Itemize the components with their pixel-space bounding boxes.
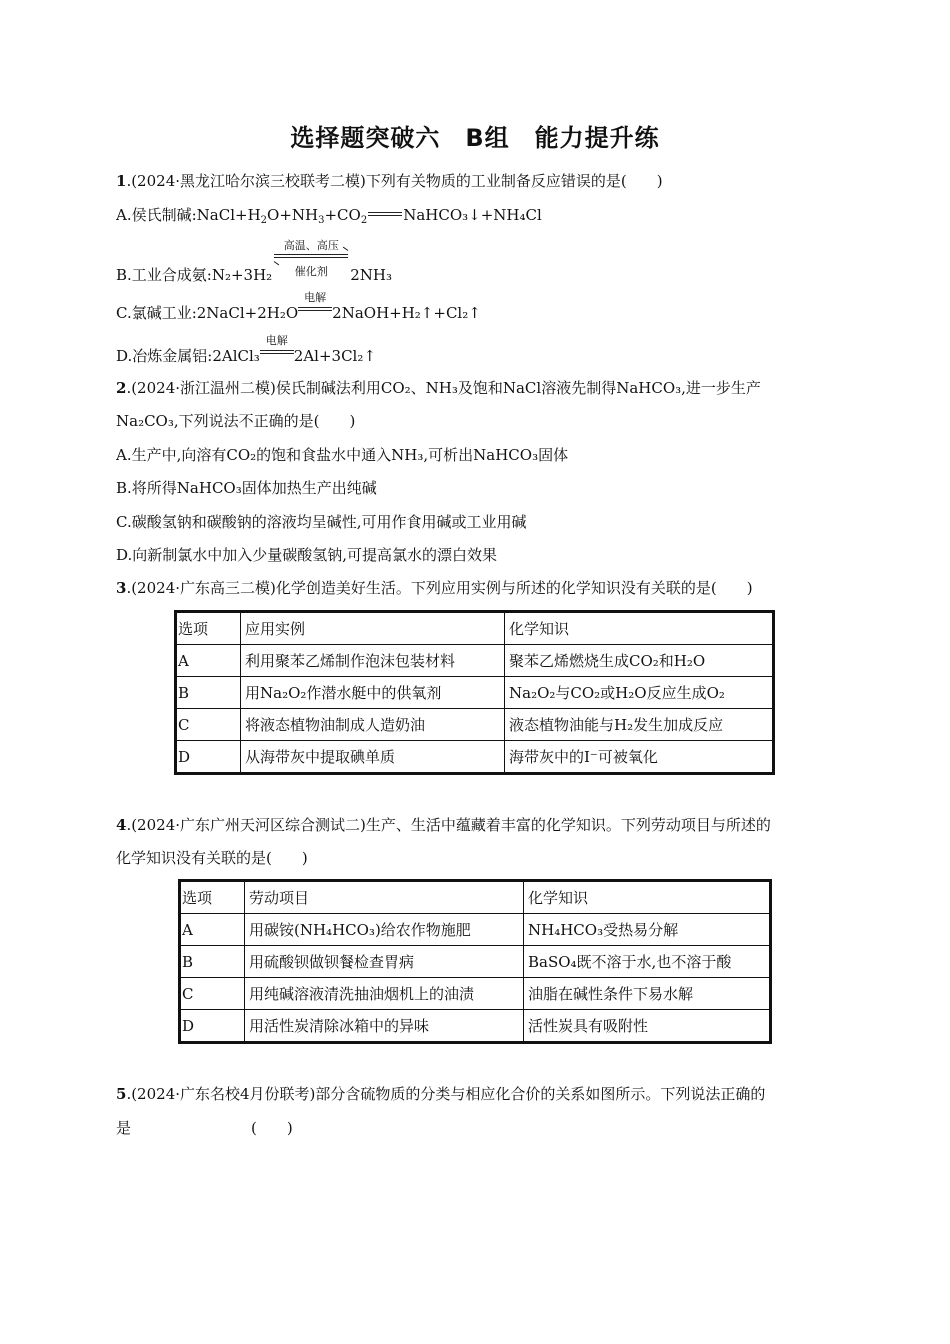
table-cell: D [180,1010,245,1043]
table-cell: NH₄HCO₃受热易分解 [524,914,771,946]
q1-option-a: A.侯氏制碱$:NaCl+H_2O+NH_3+CO_2$ NaHCO₃↓+NH₄Cl [116,206,542,226]
table-cell: 用硫酸钡做钡餐检查胃病 [245,946,524,978]
electrolysis-sign-icon: 电解 [298,302,332,316]
question-5-stem-cont: 是 ( ) [116,1119,293,1137]
table-cell: 海带灰中的I⁻可被氧化 [505,741,774,774]
q1-option-b: B.工业合成氨:N₂+3H₂ 高温、高压 催化剂 2NH₃ [116,239,392,284]
table-cell: 从海带灰中提取碘单质 [241,741,505,774]
table-cell: B [176,677,241,709]
table-row [180,946,771,978]
table-cell: BaSO₄既不溶于水,也不溶于酸 [524,946,771,978]
header-cell: 应用实例 [241,612,505,645]
table-cell: A [180,914,245,946]
table-row [180,1010,771,1043]
page-title: 选择题突破六 B组 能力提升练 [290,124,660,152]
table-row [176,645,774,677]
table-cell: 利用聚苯乙烯制作泡沫包装材料 [241,645,505,677]
table-row [180,914,771,946]
q1-option-d: D.冶炼金属铝:2AlCl₃ 电解 2Al+3Cl₂↑ [116,334,376,365]
question-2-stem: 2.(2024·浙江温州二模)侯氏制碱法利用CO₂、NH₃及饱和NaCl溶液先制得NaHCO₃,进一步生产 [116,379,761,397]
question-1-stem: 1.(2024·黑龙江哈尔滨三校联考二模)下列有关物质的工业制备反应错误的是( ) [116,172,663,190]
table-header-row [180,881,771,914]
table-row [176,677,774,709]
question-5-stem: 5.(2024·广东名校4月份联考)部分含硫物质的分类与相应化合价的关系如图所示。下列说法正确的 [116,1085,766,1103]
question-4-stem-cont: 化学知识没有关联的是( ) [116,849,308,867]
q2-option-b: B.将所得NaHCO₃固体加热生产出纯碱 [116,479,377,497]
header-cell: 化学知识 [505,612,774,645]
question-4-stem: 4.(2024·广东广州天河区综合测试二)生产、生活中蕴藏着丰富的化学知识。下列劳动项目与所述的 [116,816,771,834]
q1-option-c: C.氯碱工业:2NaCl+2H₂O 电解 2NaOH+H₂↑+Cl₂↑ [116,291,481,322]
question-2-stem-cont: Na₂CO₃,下列说法不正确的是( ) [116,412,356,430]
header-cell: 选项 [180,881,245,914]
table-cell: 将液态植物油制成人造奶油 [241,709,505,741]
table-row [176,709,774,741]
q4-table [178,879,772,1044]
q2-option-c: C.碳酸氢钠和碳酸钠的溶液均呈碱性,可用作食用碱或工业用碱 [116,513,527,531]
table-cell: 液态植物油能与H₂发生加成反应 [505,709,774,741]
table-cell: C [176,709,241,741]
table-cell: 活性炭具有吸附性 [524,1010,771,1043]
table-cell: 用活性炭清除冰箱中的异味 [245,1010,524,1043]
question-3-stem: 3.(2024·广东高三二模)化学创造美好生活。下列应用实例与所述的化学知识没有关联的是( ) [116,579,753,597]
table-cell: 油脂在碱性条件下易水解 [524,978,771,1010]
header-cell: 化学知识 [524,881,771,914]
table-cell: B [180,946,245,978]
equals-sign-icon [368,212,402,216]
table-cell: Na₂O₂与CO₂或H₂O反应生成O₂ [505,677,774,709]
table-cell: C [180,978,245,1010]
table-cell: D [176,741,241,774]
q2-option-a: A.生产中,向溶有CO₂的饱和食盐水中通入NH₃,可析出NaHCO₃固体 [116,446,569,464]
table-header-row [176,612,774,645]
table-row [176,741,774,774]
table-cell: A [176,645,241,677]
table-cell: 用碳铵(NH₄HCO₃)给农作物施肥 [245,914,524,946]
table-cell: 用纯碱溶液清洗抽油烟机上的油渍 [245,978,524,1010]
header-cell: 劳动项目 [245,881,524,914]
header-cell: 选项 [176,612,241,645]
q3-table [174,610,775,775]
q2-option-d: D.向新制氯水中加入少量碳酸氢钠,可提高氯水的漂白效果 [116,546,498,564]
table-cell: 用Na₂O₂作潜水艇中的供氧剂 [241,677,505,709]
electrolysis-sign-icon: 电解 [260,345,294,359]
reversible-arrow-icon: 高温、高压 催化剂 [274,258,348,278]
table-row [180,978,771,1010]
table-cell: 聚苯乙烯燃烧生成CO₂和H₂O [505,645,774,677]
